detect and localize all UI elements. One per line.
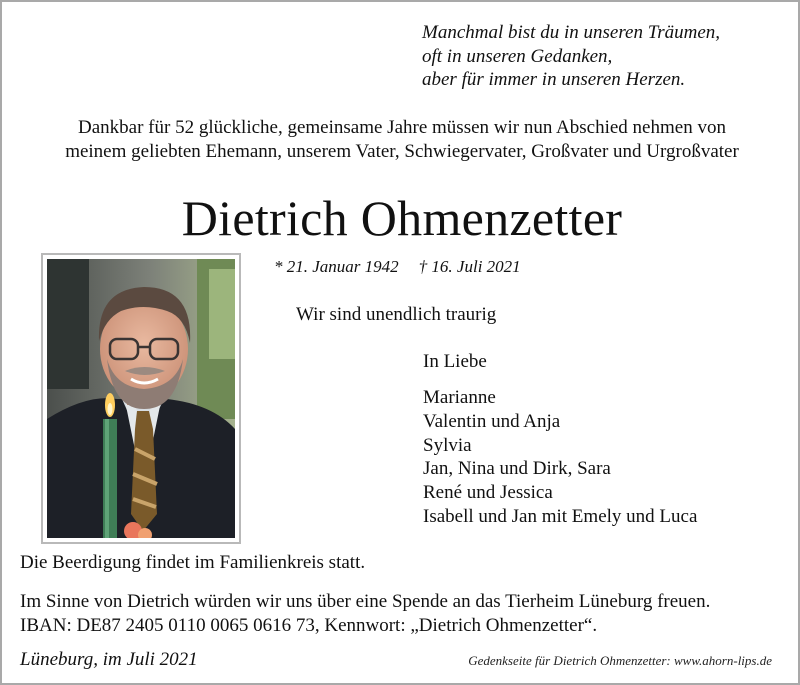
- death-date: † 16. Juli 2021: [418, 257, 521, 276]
- memorial-page-link[interactable]: Gedenkseite für Dietrich Ohmenzetter: www.ahorn-lips.de: [468, 653, 772, 668]
- mourner-entry: Isabell und Jan mit Emely und Luca: [423, 505, 698, 527]
- donation-note: [20, 590, 710, 637]
- portrait-photo: [47, 259, 235, 538]
- intro-text: [2, 116, 800, 163]
- mourner-entry: René und Jessica: [423, 482, 553, 504]
- funeral-note: Die Beerdigung findet im Familienkreis statt.: [20, 552, 366, 573]
- birth-date: * 21. Januar 1942: [274, 257, 399, 276]
- intro-line: Dankbar für 52 glückliche, gemeinsame Jahre müssen wir nun Abschied nehmen von: [78, 117, 726, 138]
- poem-line: oft in unseren Gedanken,: [422, 45, 613, 67]
- poem: [422, 21, 720, 92]
- life-dates: [274, 257, 521, 277]
- deceased-name: Dietrich Ohmenzetter: [181, 190, 623, 246]
- donation-line: Im Sinne von Dietrich würden wir uns über eine Spende an das Tierheim Lüneburg freuen.: [20, 591, 711, 612]
- mourners-list: [423, 386, 697, 529]
- portrait-illustration: [47, 259, 235, 538]
- in-love-label: In Liebe: [423, 351, 487, 372]
- mourner-entry: Marianne: [423, 387, 496, 408]
- grief-statement: Wir sind unendlich traurig: [296, 304, 497, 325]
- portrait-photo-frame: [41, 253, 241, 544]
- mourner-entry: Jan, Nina und Dirk, Sara: [423, 458, 611, 480]
- poem-line: Manchmal bist du in unseren Träumen,: [422, 22, 721, 43]
- mourner-entry: Sylvia: [423, 434, 472, 456]
- intro-line: meinem geliebten Ehemann, unserem Vater, Schwiegervater, Großvater und Urgroßvater: [65, 140, 739, 162]
- poem-line: aber für immer in unseren Herzen.: [422, 69, 686, 90]
- mourner-entry: Valentin und Anja: [423, 410, 561, 432]
- iban-line: IBAN: DE87 2405 0110 0065 0616 73, Kennwort: „Dietrich Ohmenzetter“.: [20, 614, 598, 636]
- place-and-date: Lüneburg, im Juli 2021: [20, 649, 198, 670]
